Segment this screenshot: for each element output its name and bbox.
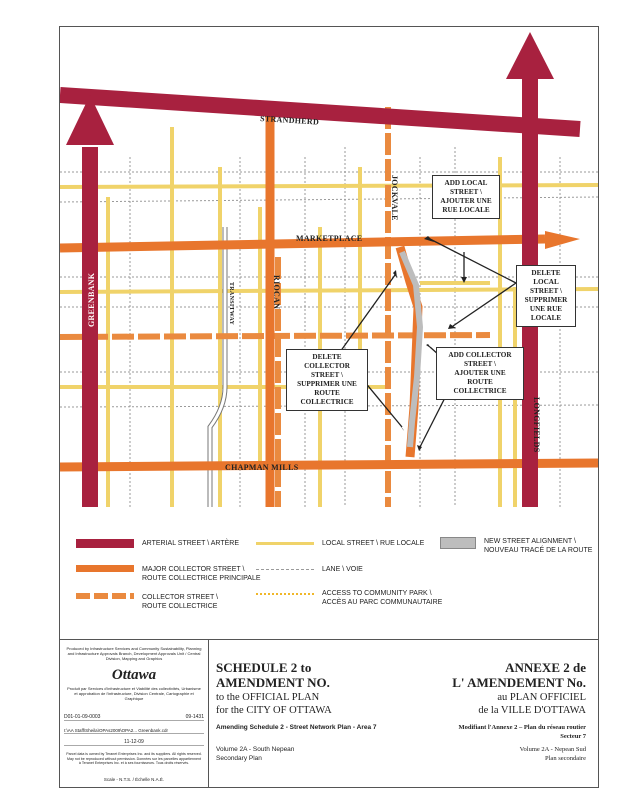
- add-local-street-callout: ADD LOCAL STREET \ AJOUTER UNE RUE LOCALE: [432, 175, 500, 219]
- ottawa-logo: Ottawa: [111, 667, 157, 683]
- credits-panel: [60, 640, 209, 788]
- credits-produced-en: Produced by Infrastructure Services and Community Sustainability, Planning and Infrastructure Approvals Branch, Development Approvals Unit / Central Division, Mapping and Graphics: [66, 646, 202, 661]
- strandherd-label: STRANDHERD: [259, 114, 320, 127]
- greenbank-label: GREENBANK: [87, 272, 96, 327]
- delete-local-street-callout: DELETE LOCAL STREET \ SUPPRIMER UNE RUE LOCALE: [516, 265, 576, 327]
- file-path-row: I:\AA Staff\Sheila\OPAs2009\OPA2... Greenbank.cdr: [64, 728, 204, 734]
- legend-arterial: ARTERIAL STREET \ ARTÈRE: [76, 539, 239, 548]
- title-en-line2: AMENDMENT NO.: [216, 675, 330, 690]
- copyright-note: Parcel data is owned by Teranet Enterprises Inc. and its suppliers. All rights reserved. May not be reproduced without permission. Données sur les parcelles appartiennent à Teranet Enterprises Inc. et à ses fournisseurs. Tous droits réservés.: [66, 752, 202, 765]
- legend-new-alignment: NEW STREET ALIGNMENT \ NOUVEAU TRACÉ DE LA ROUTE: [440, 537, 592, 555]
- plan-fr: Plan secondaire: [545, 755, 586, 762]
- title-block: [60, 639, 598, 788]
- credits-produced-fr: Produit par Services d'infrastructure et Viabilité des collectivités, Urbanisme et approbation de l'infrastructure, Division Centrale, Cartographie et Graphique: [67, 686, 201, 701]
- riocan-label: RIOCAN: [272, 275, 281, 310]
- subtitle-fr: Modifiant l'Annexe 2 – Plan du réseau routier: [458, 724, 586, 731]
- sector-fr: Secteur 7: [560, 733, 586, 740]
- callout-leaders: [340, 239, 516, 447]
- chapman-mills-label: CHAPMAN MILLS: [225, 463, 299, 472]
- scale-note: Scale - N.T.S. / Échelle N.A.É.: [103, 777, 165, 782]
- delete-collector-street-callout: DELETE COLLECTOR STREET \ SUPPRIMER UNE ROUTE COLLECTRICE: [286, 349, 368, 411]
- lane-network: [60, 147, 598, 507]
- legend-lane: LANE \ VOIE: [256, 565, 363, 574]
- map-sheet: [59, 26, 599, 788]
- volume-en: Volume 2A - South Nepean: [216, 746, 295, 753]
- add-collector-street-callout: ADD COLLECTOR STREET \ AJOUTER UNE ROUTE COLLECTRICE: [436, 347, 524, 400]
- file-number-row: D01-01-09-0003 09-1431: [64, 714, 204, 720]
- legend-access-park: ACCESS TO COMMUNITY PARK \ ACCÈS AU PARC COMMUNAUTAIRE: [256, 589, 442, 607]
- legend-local: LOCAL STREET \ RUE LOCALE: [256, 539, 424, 548]
- title-fr-line4: de la VILLE D'OTTAWA: [478, 705, 586, 716]
- title-en-line3: to the OFFICIAL PLAN: [216, 692, 320, 703]
- date-row: 11-12-09: [64, 740, 204, 746]
- legend-major-collector: MAJOR COLLECTOR STREET \ ROUTE COLLECTRICE PRINCIPALE: [76, 565, 261, 583]
- marketplace-label: MARKETPLACE: [296, 234, 363, 243]
- jockvale-label: JOCKVALE: [390, 175, 399, 221]
- volume-fr: Volume 2A - Nepean Sud: [519, 746, 586, 753]
- title-fr-line3: au PLAN OFFICIEL: [497, 692, 586, 703]
- title-fr-line1: ANNEXE 2 de: [505, 660, 586, 675]
- title-en-line1: SCHEDULE 2 to: [216, 660, 312, 675]
- title-fr-line2: L' AMENDEMENT No.: [452, 675, 586, 690]
- marketplace-arrow-icon: [545, 231, 580, 249]
- transitway-label: TRANSITWAY: [228, 282, 234, 326]
- title-en-line4: for the CITY OF OTTAWA: [216, 705, 332, 716]
- longfields-label: LONGFIELDS: [532, 397, 541, 453]
- subtitle-en: Amending Schedule 2 - Street Network Plan - Area 7: [216, 724, 377, 731]
- plan-en: Secondary Plan: [216, 755, 262, 762]
- longfields-arrow-icon: [506, 32, 554, 79]
- legend-collector: COLLECTOR STREET \ ROUTE COLLECTRICE: [76, 593, 218, 611]
- map-legend: [60, 527, 598, 637]
